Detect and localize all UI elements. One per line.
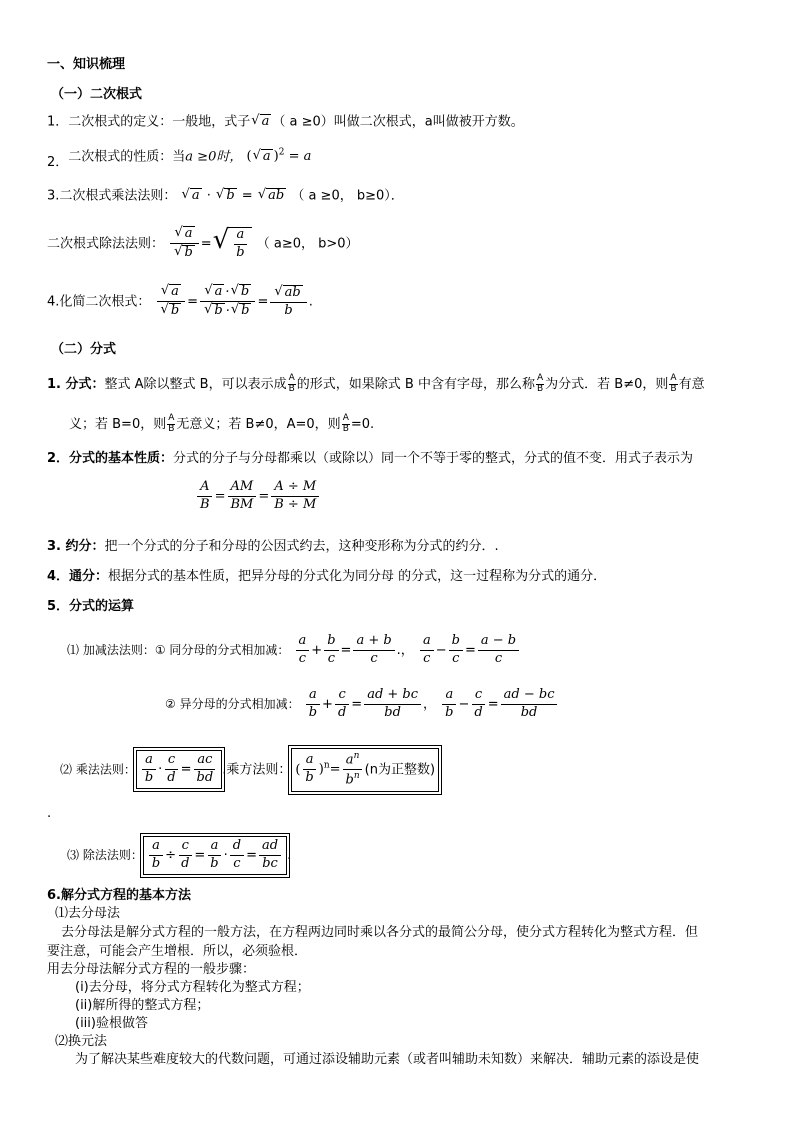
reduction-line: 3. 约分：把一个分式的分子和分母的公因式约去，这种变形称为分式的约分．. [47,539,499,554]
method-title: ⑵换元法 [55,1034,108,1049]
subsection-title: （一）二次根式 [51,87,143,102]
subsection-title: （二）分式 [51,342,117,357]
step-item: (iii)验根做答 [75,1016,148,1031]
common-denominator-line: 4．通分：根据分式的基本性质，把异分母的分式化为同分母 的分式，这一过程称为分式的通分． [47,569,607,584]
definition-line: 1．二次根式的定义：一般地，式子 √ a （ a ≥0）叫做二次根式，a叫做被开方数。 [47,113,524,130]
add-sub-same-denominator: ⑴ 加减法法则：① 同分母的分式相加减： $\frac{a}{c}$ + $\frac{b}{c}$ = $\frac{a + b}{c}$ .， $\frac{a}{c}$ − $\frac{b}{c}$ = $\frac{a - b}{c}$ [67,634,521,667]
fraction-definition-line: 义；若 B=0，则 $\frac{A}{B}$ 无意义；若 B≠0，A=0，则 $\frac{A}{B}$ =0. [69,413,375,434]
add-sub-different-denominator: ② 异分母的分式相加减： $\frac{a}{b}$ + $\frac{c}{d}$ = $\frac{ad + bc}{bd}$ ， $\frac{a}{b}$ − $\frac{c}{d}$ = $\frac{ad - bc}{bd}$ [165,688,559,721]
basic-property-formula: $\frac{A}{B}$ = $\frac{AM}{BM}$ = $\frac{A \div M}{B \div M}$ [195,480,321,513]
stray-dot: . [47,806,52,821]
property-line: 2．二次根式的性质：当a ≥0时， ( √ a )$^2$ = a [47,147,312,171]
fraction-definition-line: 1. 分式：整式 A除以整式 B，可以表示成 $\frac{A}{B}$ 的形式，如果除式 B 中含有字母，那么称 $\frac{A}{B}$ 为分式．若 B≠0，则 $\frac{A}{B}$ 有意 [47,373,705,394]
step-item: (ii)解所得的整式方程； [75,998,210,1013]
paragraph: 为了解决某些难度较大的代数问题，可通过添设辅助元素（或者叫辅助未知数）来解决．辅助元素的添设是使 [75,1052,700,1067]
basic-property-line: 2．分式的基本性质：分式的分子与分母都乘以（或除以）同一个不等于零的整式，分式的值不变．用式子表示为 [47,451,694,466]
division-rule-line: 二次根式除法法则： √ a √ b = √ $\frac{a}{b}$ （ a≥0， b>0） [47,224,359,261]
division-rule: ⑶ 除法法则： $\frac{a}{b}$ ÷ $\frac{c}{d}$ = $\frac{a}{b}$ · $\frac{d}{c}$ = $\frac{ad}{bc}$ . [67,836,291,875]
section-title: 一、知识梳理 [47,57,126,72]
step-item: (i)去分母，将分式方程转化为整式方程； [75,980,310,995]
paragraph: 要注意，可能会产生增根．所以，必须验根． [47,944,308,959]
multiplication-rule-line: 3.二次根式乘法法则： √ a · √ b = √ ab （ a ≥0， b≥0）． [47,187,404,204]
multiplication-power-rule: ⑵ 乘法法则： $\frac{a}{b}$ · $\frac{c}{d}$ = $\frac{ac}{bd}$ .乘方法则： ( $\frac{a}{b}$ )$^n$= $\frac{a^n}{b^n}$ (n为正整数) [60,748,439,792]
simplify-line: 4.化简二次根式： √ a √ b = √ a · √ b √ b · √ b = √ ab b . [47,283,313,319]
operations-title: 5．分式的运算 [47,599,135,614]
method-title: ⑴去分母法 [55,906,121,921]
steps-title: 用去分母法解分式方程的一般步骤： [47,962,256,977]
paragraph: 去分母法是解分式方程的一般方法，在方程两边同时乘以各分式的最简公分母，使分式方程转化为整式方程．但 [61,925,699,940]
section6-title: 6.解分式方程的基本方法 [47,888,191,903]
